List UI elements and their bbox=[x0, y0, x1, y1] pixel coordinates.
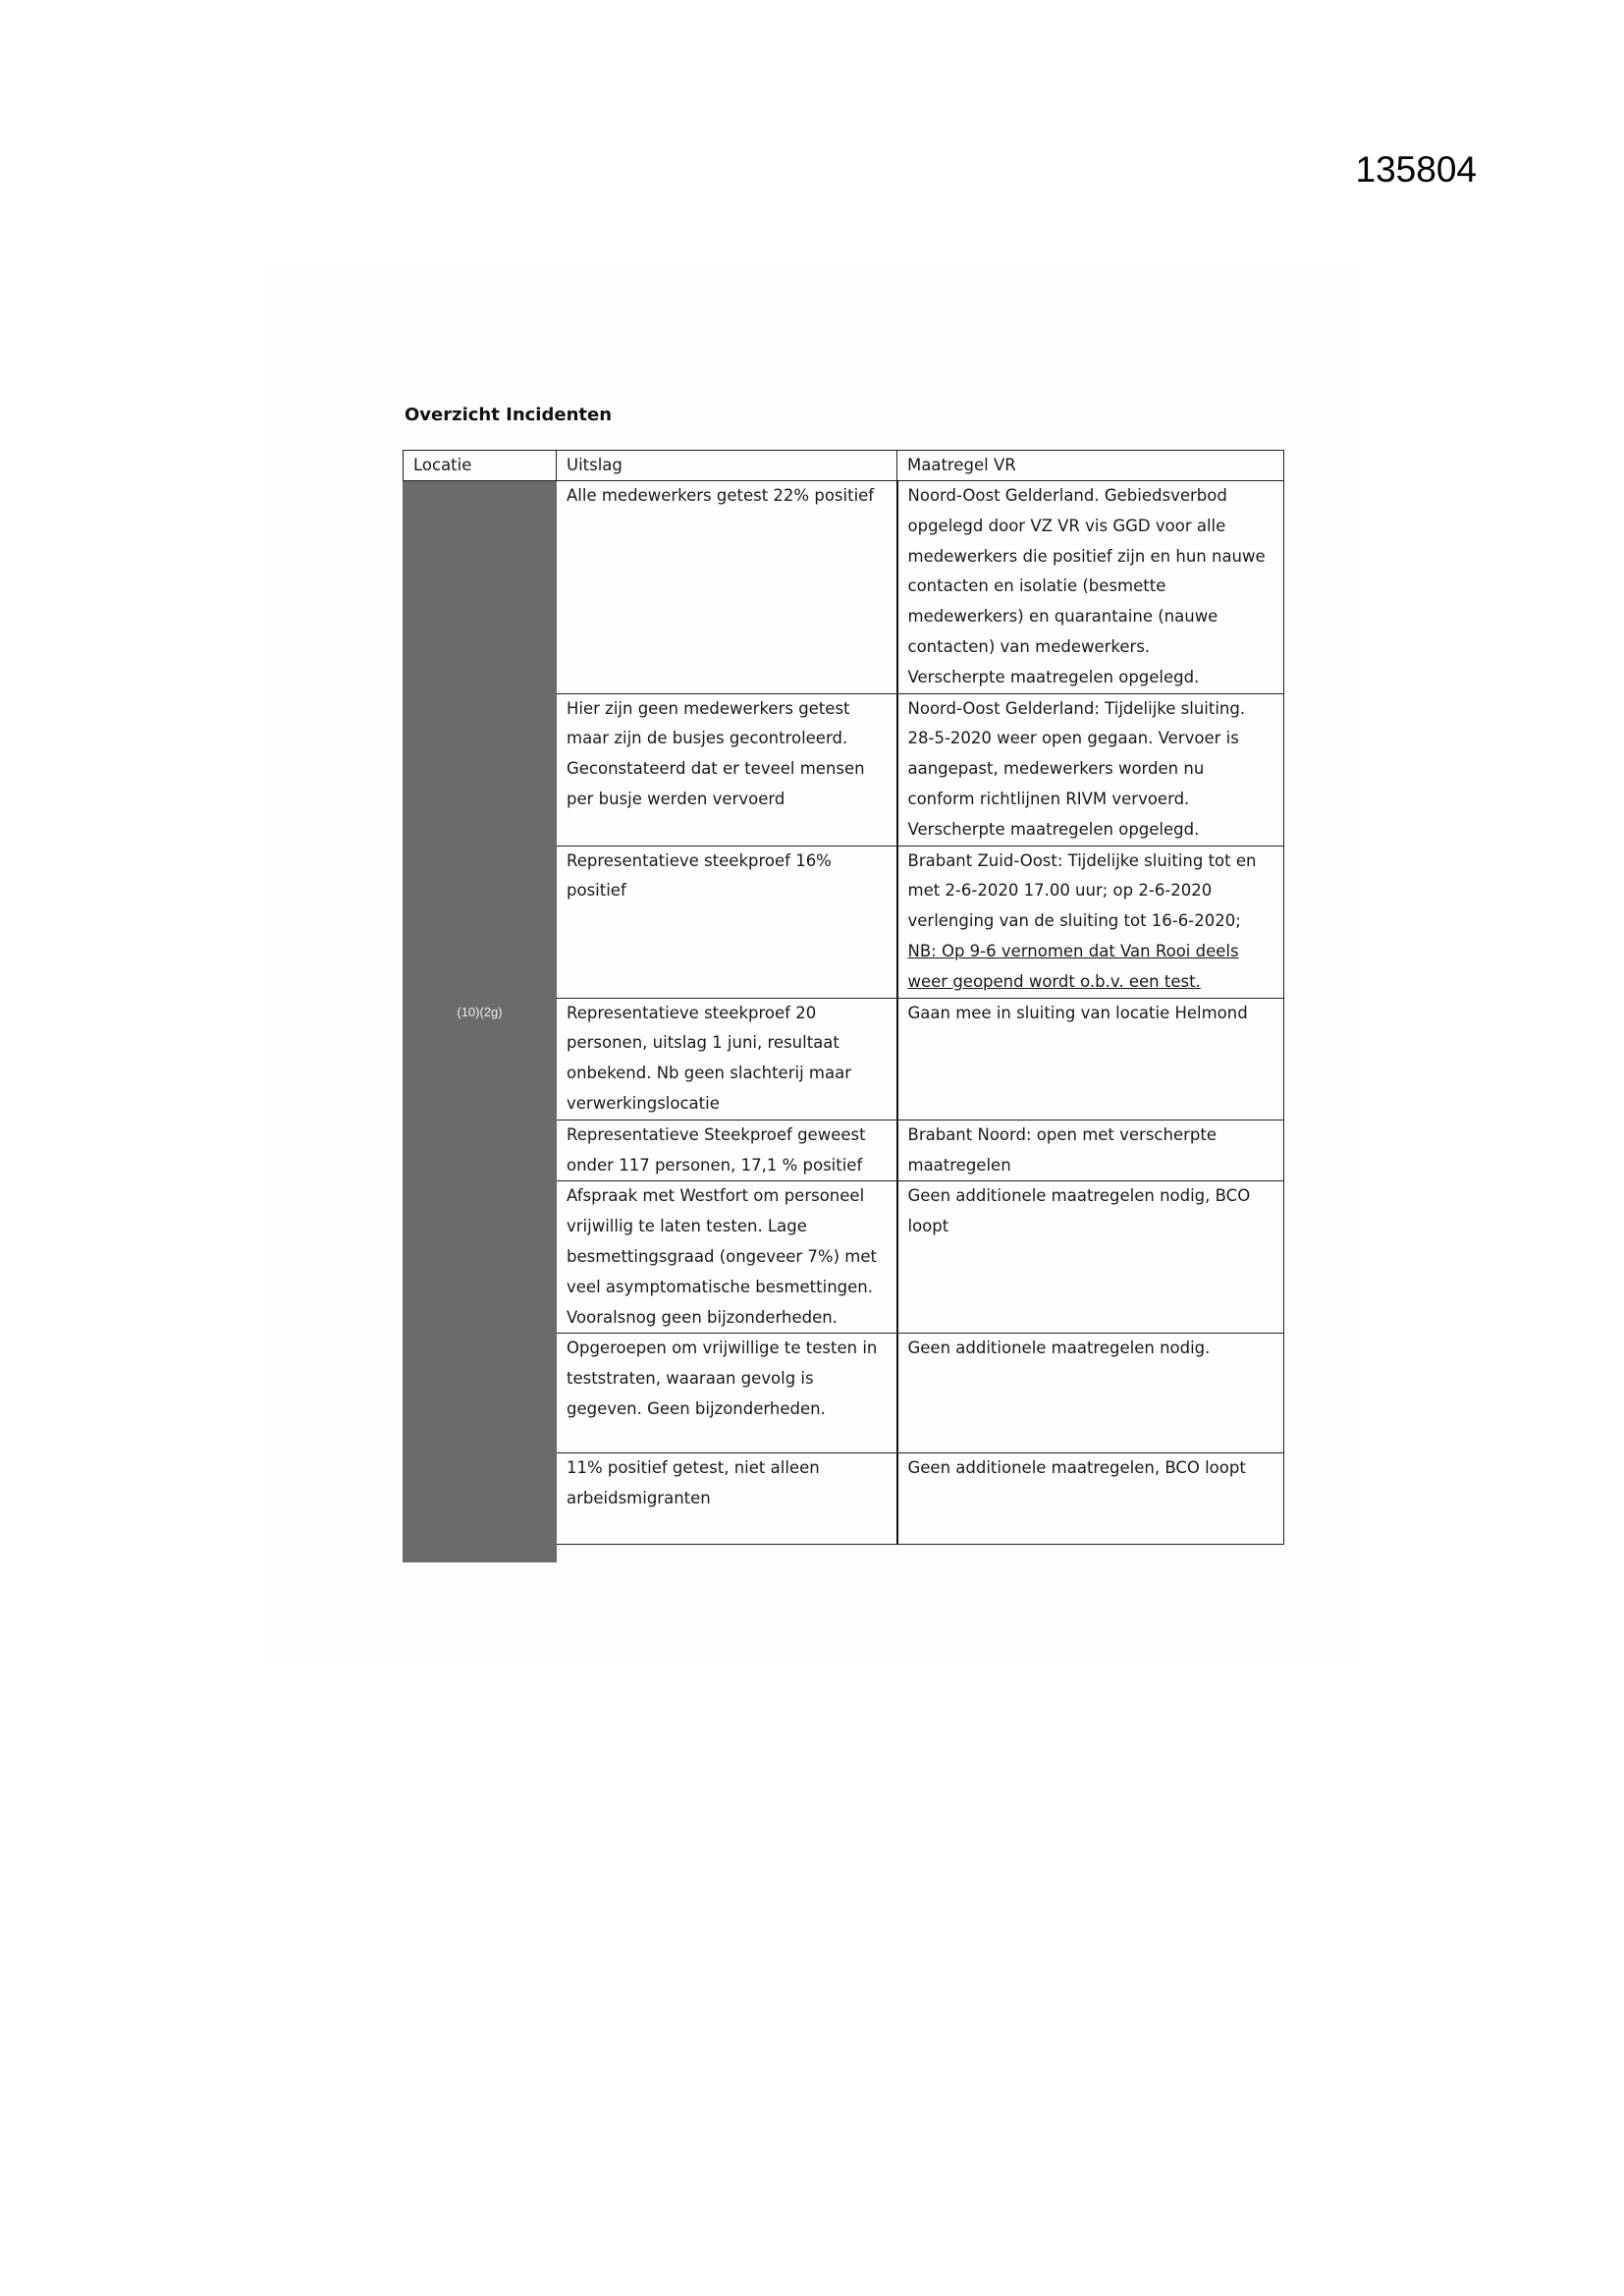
uitslag-text: Afspraak met Westfort om personeel vrijwillig te laten testen. Lage besmettingsgraad (ongeveer 7%) met veel asymptomatische besmettingen. Vooralsnog geen bijzonderheden. bbox=[567, 1186, 877, 1327]
uitslag-cell bbox=[557, 481, 897, 694]
maatregel-text: Noord-Oost Gelderland. Gebiedsverbod opgelegd door VZ VR vis GGD voor alle medewerkers die positief zijn en hun nauwe contacten en isolatie (besmette medewerkers) en quarantaine (nauwe contacten) van medewerkers. Verscherpte maatregelen opgelegd. bbox=[907, 486, 1266, 686]
document-heading: Overzicht Incidenten bbox=[405, 405, 613, 425]
header-locatie: Locatie bbox=[404, 451, 557, 481]
maatregel-text: Geen additionele maatregelen nodig, BCO loopt bbox=[907, 1186, 1251, 1236]
maatregel-cell bbox=[897, 693, 1284, 846]
uitslag-cell bbox=[557, 1334, 897, 1453]
uitslag-cell bbox=[557, 998, 897, 1120]
maatregel-text: Geen additionele maatregelen nodig. bbox=[907, 1339, 1211, 1358]
maatregel-cell bbox=[897, 998, 1284, 1120]
maatregel-cell bbox=[897, 846, 1284, 998]
table-header-row bbox=[404, 451, 1284, 481]
document-number: 135804 bbox=[1355, 149, 1477, 190]
incidents-table-wrapper bbox=[403, 450, 1283, 1545]
redaction-label: (10)(2g) bbox=[457, 1005, 503, 1020]
maatregel-text: Brabant Zuid-Oost: Tijdelijke sluiting tot en met 2-6-2020 17.00 uur; op 2-6-2020 verlenging van de sluiting tot 16-6-2020; bbox=[907, 850, 1257, 931]
uitslag-cell bbox=[557, 1120, 897, 1181]
maatregel-cell bbox=[897, 1181, 1284, 1334]
maatregel-cell bbox=[897, 481, 1284, 694]
uitslag-cell bbox=[557, 693, 897, 846]
uitslag-text: Representatieve steekproef 16% positief bbox=[567, 850, 832, 901]
redaction-block-tail bbox=[403, 1545, 557, 1562]
incidents-table bbox=[403, 450, 1284, 1545]
header-uitslag: Uitslag bbox=[557, 451, 897, 481]
uitslag-text: Representatieve Steekproef geweest onder 117 personen, 17,1 % positief bbox=[567, 1124, 866, 1175]
maatregel-text: Brabant Noord: open met verscherpte maatregelen bbox=[907, 1124, 1217, 1175]
uitslag-text: Alle medewerkers getest 22% positief bbox=[567, 486, 875, 505]
maatregel-text: Geen additionele maatregelen, BCO loopt bbox=[907, 1458, 1246, 1478]
uitslag-text: Opgeroepen om vrijwillige te testen in teststraten, waaraan gevolg is gegeven. Geen bijzonderheden. bbox=[567, 1339, 878, 1418]
uitslag-cell bbox=[557, 1181, 897, 1334]
uitslag-text: 11% positief getest, niet alleen arbeidsmigranten bbox=[567, 1458, 820, 1508]
table-row bbox=[404, 481, 1284, 694]
redacted-locatie-cell bbox=[404, 481, 557, 1545]
uitslag-cell bbox=[557, 846, 897, 998]
uitslag-cell bbox=[557, 1453, 897, 1545]
uitslag-text: Representatieve steekproef 20 personen, uitslag 1 juni, resultaat onbekend. Nb geen slachterij maar verwerkingslocatie bbox=[567, 1003, 851, 1113]
header-maatregel: Maatregel VR bbox=[897, 451, 1284, 481]
uitslag-text: Hier zijn geen medewerkers getest maar zijn de busjes gecontroleerd. Geconstateerd dat er teveel mensen per busje werden vervoerd bbox=[567, 698, 865, 808]
maatregel-text: Gaan mee in sluiting van locatie Helmond bbox=[907, 1003, 1248, 1022]
maatregel-cell bbox=[897, 1334, 1284, 1453]
maatregel-note: NB: Op 9-6 vernomen dat Van Rooi deels weer geopend wordt o.b.v. een test. bbox=[907, 941, 1239, 991]
maatregel-cell bbox=[897, 1453, 1284, 1545]
maatregel-text: Noord-Oost Gelderland: Tijdelijke sluiting. 28-5-2020 weer open gegaan. Vervoer is aangepast, medewerkers worden nu conform richtlijnen RIVM vervoerd. Verscherpte maatregelen opgelegd. bbox=[907, 698, 1246, 839]
maatregel-cell bbox=[897, 1120, 1284, 1181]
